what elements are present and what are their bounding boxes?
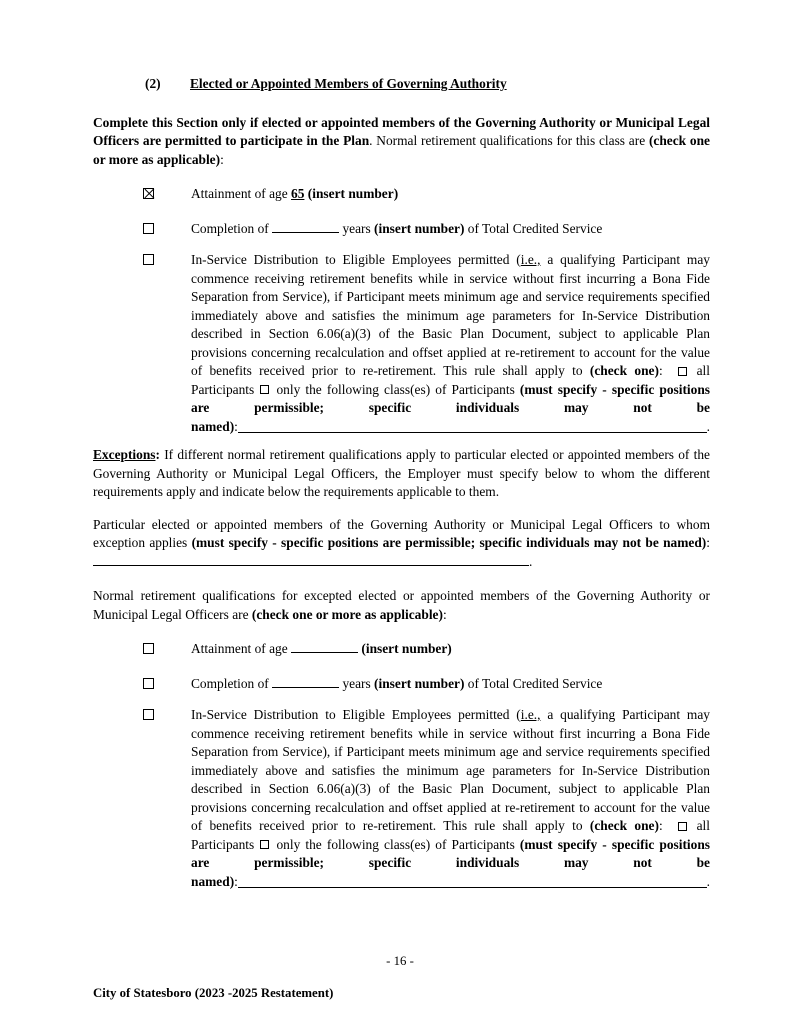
excepted-in-service-checkbox[interactable] (143, 709, 154, 720)
attainment-age-checkbox[interactable] (143, 188, 154, 199)
checklist2-in-service-item (93, 706, 710, 891)
in-service-body: In-Service Distribution to Eligible Employees permitted (i.e., a qualifying Participant may commence receiving retirement benefits while in service without first incurring a Bona Fide Separation from Service), if Participant meets minimum age and service requirements specified immediately above and satisfies the minimum age parameters for In-Service Distribution described in Section 6.06(a)(3) of the Basic Plan Document, subject to applicable Plan provisions concerning recalculation and offset applied at re-retirement to account for the value of benefits received prior to re-retirement. This rule shall apply to (check one): all Participants only the following class(es) of Participants (must specify - specific positions are permissible; specific individuals may not be (191, 252, 710, 415)
class-participants-checkbox-2[interactable] (260, 840, 269, 849)
section-title: Elected or Appointed Members of Governing Authority (190, 76, 507, 91)
checklist1-in-service-item (93, 251, 710, 436)
excepted-attainment-age-label: Attainment of age (insert number) (191, 641, 452, 656)
class-specification-blank-1[interactable] (238, 432, 707, 433)
excepted-completion-years-checkbox[interactable] (143, 678, 154, 689)
section-number: (2) (145, 76, 161, 91)
completion-years-checkbox[interactable] (143, 223, 154, 234)
checklist1-attainment-item (93, 185, 710, 204)
excepted-in-service-final-line: named) : . (191, 873, 710, 889)
in-service-checkbox[interactable] (143, 254, 154, 265)
in-service-final-line: named) : . (191, 418, 710, 434)
particular-members-paragraph: Particular elected or appointed members of the Governing Authority or Municipal Legal Officers to whom exception applies (must specify - specific positions are permissible; specific individuals may not be named): . (93, 516, 710, 569)
section-heading (93, 75, 710, 94)
all-participants-checkbox-2[interactable] (678, 822, 687, 831)
checklist2-attainment-item (93, 640, 710, 659)
footer-doc-label: City of Statesboro (2023 -2025 Restatement) (93, 986, 334, 1000)
excepted-qualifications-paragraph: Normal retirement qualifications for excepted elected or appointed members of the Governing Authority or Municipal Legal Officers are (check one or more as applicable): (93, 588, 710, 622)
all-participants-checkbox-1[interactable] (678, 367, 687, 376)
exception-members-blank[interactable] (93, 565, 529, 566)
excepted-in-service-label (191, 706, 710, 891)
excepted-in-service-body: In-Service Distribution to Eligible Employees permitted (i.e., a qualifying Participant may commence receiving retirement benefits while in service without first incurring a Bona Fide Separation from Service), if Participant meets minimum age and service requirements specified immediately above and satisfies the minimum age parameters for In-Service Distribution described in Section 6.06(a)(3) of the Basic Plan Document, subject to applicable Plan provisions concerning recalculation and offset applied at re-retirement to account for the value of benefits received prior to re-retirement. This rule shall apply to (check one): all Participants only the following class(es) of Participants (must specify - specific positions are permissible; specific individuals may not be (191, 707, 710, 870)
document-content (93, 75, 710, 891)
in-service-label (191, 251, 710, 436)
years-blank-2[interactable] (272, 687, 339, 688)
checklist1-completion-item (93, 220, 710, 239)
completion-years-label: Completion of years (insert number) of Total Credited Service (191, 220, 603, 236)
attainment-age-label: Attainment of age 65 (insert number) (191, 186, 399, 201)
excepted-completion-years-label: Completion of years (insert number) of Total Credited Service (191, 675, 603, 691)
exceptions-paragraph: Exceptions: If different normal retirement qualifications apply to particular elected or appointed members of the Governing Authority or Municipal Legal Officers, the Employer must specify below to whom the different requirements apply and indicate below the requirements applicable to them. (93, 447, 710, 499)
intro-paragraph: Complete this Section only if elected or appointed members of the Governing Authority or Municipal Legal Officers are permitted to participate in the Plan. Normal retirement qualifications for this class are (check one or more as applicable): (93, 114, 710, 167)
class-specification-blank-2[interactable] (238, 887, 707, 888)
checklist2-completion-item (93, 675, 710, 694)
excepted-attainment-age-checkbox[interactable] (143, 643, 154, 654)
page-number: - 16 - (386, 954, 414, 968)
class-participants-checkbox-1[interactable] (260, 385, 269, 394)
age-blank-2[interactable] (291, 652, 358, 653)
years-blank-1[interactable] (272, 232, 339, 233)
